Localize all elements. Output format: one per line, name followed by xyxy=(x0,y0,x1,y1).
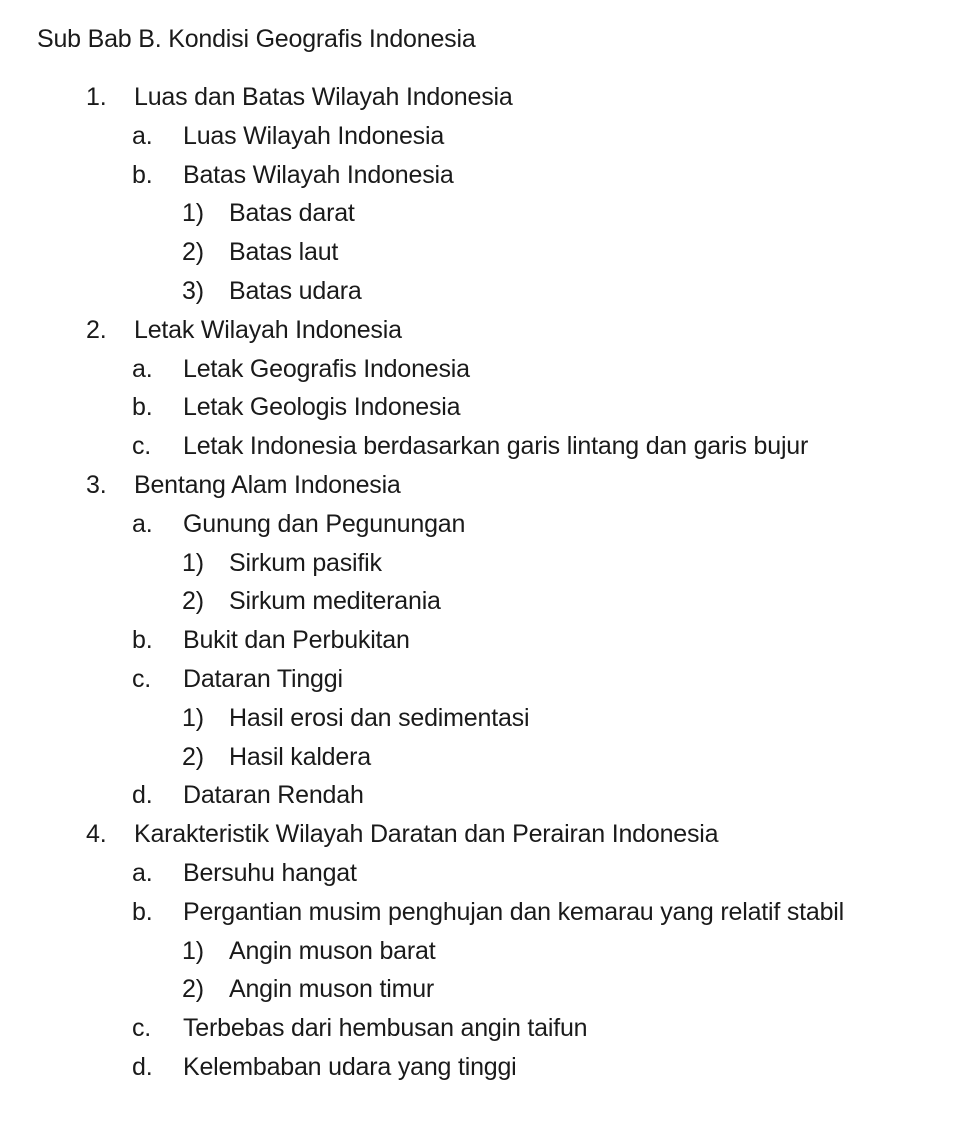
item-text: Karakteristik Wilayah Daratan dan Perairan Indonesia xyxy=(134,820,719,849)
item-text: Kelembaban udara yang tinggi xyxy=(183,1052,517,1081)
item-marker: 2) xyxy=(182,587,204,616)
item-text: Letak Geologis Indonesia xyxy=(183,393,461,422)
outline-item-3 xyxy=(0,466,956,505)
outline-item-1a xyxy=(0,117,956,156)
section-heading: Sub Bab B. Kondisi Geografis Indonesia xyxy=(37,25,476,53)
item-text: Bukit dan Perbukitan xyxy=(183,626,410,655)
outline-item-2c xyxy=(0,427,956,466)
outline-item-3b xyxy=(0,621,956,660)
outline-item-3c2 xyxy=(0,738,956,777)
outline-item-3c1 xyxy=(0,699,956,738)
outline-item-4a xyxy=(0,854,956,893)
item-marker: d. xyxy=(132,1052,153,1081)
outline-item-4b2 xyxy=(0,970,956,1009)
outline-item-4d xyxy=(0,1048,956,1087)
item-text: Dataran Tinggi xyxy=(183,664,343,693)
item-text: Sirkum pasifik xyxy=(229,548,382,577)
outline-item-2b xyxy=(0,388,956,427)
item-text: Batas laut xyxy=(229,238,339,267)
item-text: Gunung dan Pegunungan xyxy=(183,509,466,538)
item-marker: 3. xyxy=(86,470,107,499)
item-marker: c. xyxy=(132,432,152,461)
outline-item-2a xyxy=(0,350,956,389)
outline-item-1b2 xyxy=(0,233,956,272)
outline-item-1 xyxy=(0,78,956,117)
item-text: Hasil erosi dan sedimentasi xyxy=(229,703,530,732)
item-marker: c. xyxy=(132,1014,152,1043)
item-text: Sirkum mediterania xyxy=(229,587,441,616)
outline-item-4c xyxy=(0,1009,956,1048)
item-text: Pergantian musim penghujan dan kemarau yang relatif stabil xyxy=(183,897,845,926)
item-marker: b. xyxy=(132,897,153,926)
item-marker: 3) xyxy=(182,276,204,305)
outline-item-2 xyxy=(0,311,956,350)
outline-item-1b xyxy=(0,156,956,195)
item-marker: 4. xyxy=(86,820,107,849)
item-marker: 1) xyxy=(182,703,204,732)
outline-item-4b xyxy=(0,893,956,932)
item-text: Letak Indonesia berdasarkan garis lintang dan garis bujur xyxy=(183,432,809,461)
item-marker: a. xyxy=(132,354,153,383)
item-marker: 2) xyxy=(182,975,204,1004)
item-marker: 1) xyxy=(182,199,204,228)
item-marker: 2) xyxy=(182,238,204,267)
item-marker: b. xyxy=(132,626,153,655)
outline-item-3d xyxy=(0,776,956,815)
outline-list xyxy=(0,78,956,1087)
item-marker: d. xyxy=(132,781,153,810)
item-marker: 1) xyxy=(182,548,204,577)
outline-item-3c xyxy=(0,660,956,699)
item-text: Luas Wilayah Indonesia xyxy=(183,121,445,150)
outline-item-1b3 xyxy=(0,272,956,311)
outline-item-3a2 xyxy=(0,582,956,621)
item-text: Letak Geografis Indonesia xyxy=(183,354,470,383)
outline-item-4b1 xyxy=(0,932,956,971)
outline-item-1b1 xyxy=(0,194,956,233)
item-text: Terbebas dari hembusan angin taifun xyxy=(183,1014,588,1043)
item-marker: a. xyxy=(132,858,153,887)
item-marker: 1. xyxy=(86,83,107,111)
item-text: Batas Wilayah Indonesia xyxy=(183,160,454,189)
item-marker: b. xyxy=(132,393,153,422)
item-marker: a. xyxy=(132,121,153,150)
item-text: Luas dan Batas Wilayah Indonesia xyxy=(134,83,513,111)
item-text: Batas udara xyxy=(229,276,362,305)
item-text: Dataran Rendah xyxy=(183,781,364,810)
item-text: Angin muson barat xyxy=(229,936,436,965)
item-marker: 2) xyxy=(182,742,204,771)
item-text: Angin muson timur xyxy=(229,975,435,1004)
item-marker: b. xyxy=(132,160,153,189)
item-text: Bersuhu hangat xyxy=(183,858,357,887)
outline-item-4 xyxy=(0,815,956,854)
item-marker: c. xyxy=(132,664,152,693)
item-text: Bentang Alam Indonesia xyxy=(134,470,401,499)
outline-item-3a1 xyxy=(0,544,956,583)
item-text: Batas darat xyxy=(229,199,355,228)
item-text: Hasil kaldera xyxy=(229,742,371,771)
item-marker: a. xyxy=(132,509,153,538)
item-text: Letak Wilayah Indonesia xyxy=(134,315,402,344)
item-marker: 2. xyxy=(86,315,107,344)
outline-item-3a xyxy=(0,505,956,544)
item-marker: 1) xyxy=(182,936,204,965)
